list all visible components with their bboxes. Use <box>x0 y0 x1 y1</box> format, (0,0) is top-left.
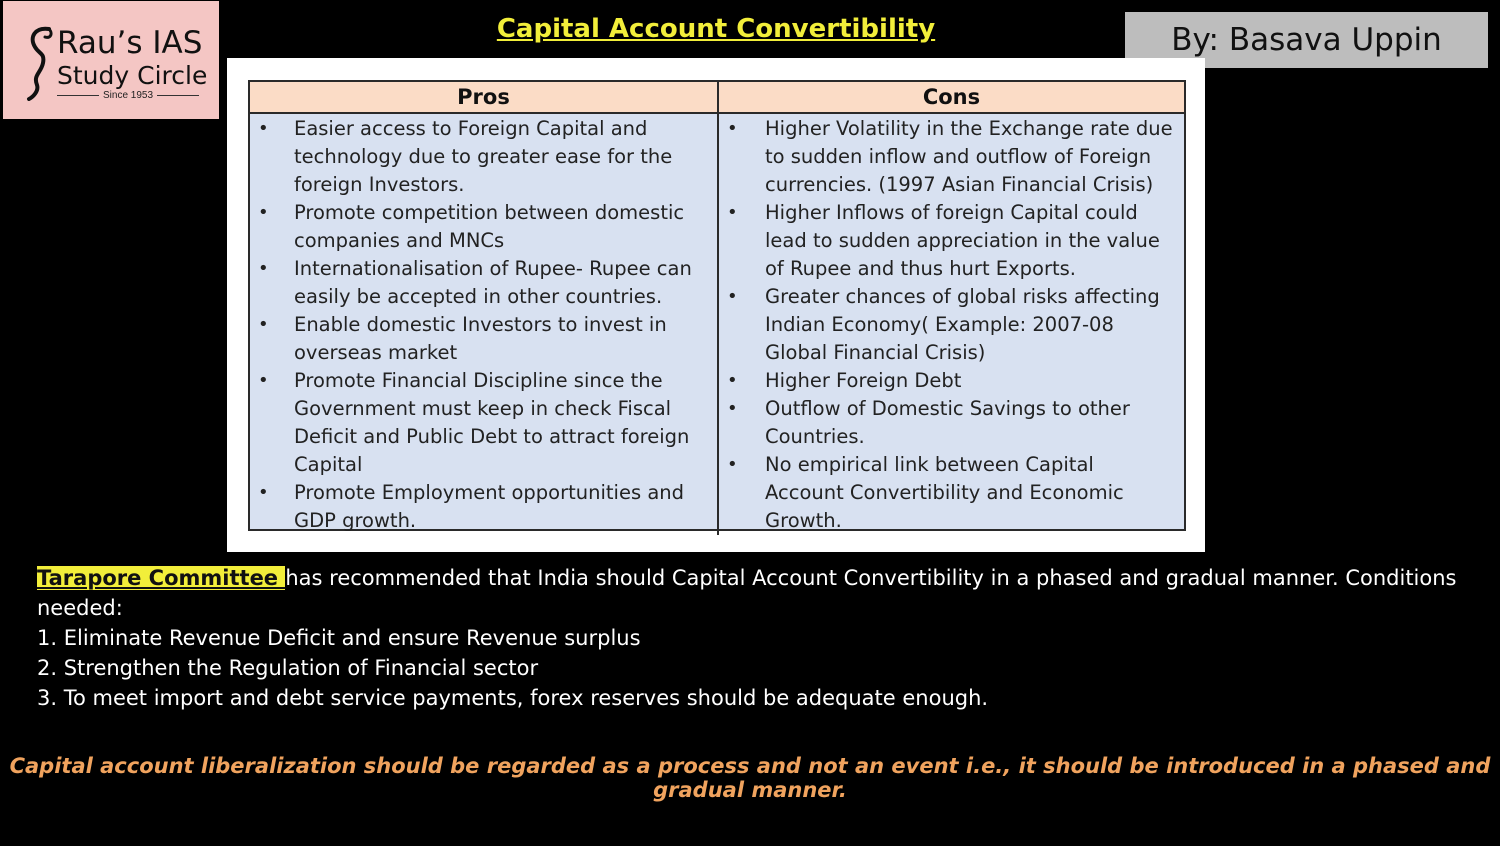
author-label: By: Basava Uppin <box>1125 12 1488 68</box>
cons-item: • Higher Foreign Debt <box>719 367 1184 395</box>
cons-header: Cons <box>922 85 981 109</box>
pros-item: • Enable domestic Investors to invest in overseas market <box>250 311 717 367</box>
logo-name: Rau’s IAS <box>57 25 203 61</box>
pros-cons-table <box>248 80 1186 531</box>
page-title: Capital Account Convertibility <box>496 14 936 44</box>
condition-item: 2. Strengthen the Regulation of Financial sector <box>37 656 539 680</box>
logo-rule-right <box>157 95 199 96</box>
committee-highlight: Tarapore Committee <box>37 566 286 590</box>
table-body <box>250 114 1184 535</box>
condition-item: 1. Eliminate Revenue Deficit and ensure Revenue surplus <box>37 626 641 650</box>
cons-list <box>719 115 1184 535</box>
pros-item: • Internationalisation of Rupee- Rupee can easily be accepted in other countries. <box>250 255 717 311</box>
committee-notes <box>37 563 1457 713</box>
pros-item: • Promote Financial Discipline since the Government must keep in check Fiscal Deficit and Public Debt to attract foreign Capital <box>250 367 717 479</box>
pros-item: • Promote competition between domestic companies and MNCs <box>250 199 717 255</box>
pros-header: Pros <box>250 82 719 112</box>
pros-list <box>250 115 717 535</box>
pros-item: • Easier access to Foreign Capital and technology due to greater ease for the foreign Investors. <box>250 115 717 199</box>
cons-item: • Higher Volatility in the Exchange rate due to sudden inflow and outflow of Foreign currencies. (1997 Asian Financial Crisis) <box>719 115 1184 199</box>
cons-column <box>719 114 1184 535</box>
logo-since-text: Since 1953 <box>102 90 154 101</box>
pros-cons-panel <box>227 58 1205 552</box>
pros-column <box>250 114 719 535</box>
logo-rule-left <box>57 95 99 96</box>
pros-item: • Promote Employment opportunities and GDP growth. <box>250 479 717 535</box>
committee-paragraph <box>37 563 1457 623</box>
committee-intro: has recommended that India should Capital Account Convertibility in a phased and gradual manner. Conditions needed: <box>37 566 1457 620</box>
cons-item: • Greater chances of global risks affecting Indian Economy( Example: 2007-08 Global Financial Crisis) <box>719 283 1184 367</box>
closing-statement: Capital account liberalization should be regarded as a process and not an event i.e., it should be introduced in a phased and gradual manner. <box>9 754 1491 802</box>
cons-item: • Outflow of Domestic Savings to other Countries. <box>719 395 1184 451</box>
logo-since <box>57 90 199 101</box>
logo-subtitle: Study Circle <box>57 61 208 90</box>
table-header-row <box>250 82 1184 114</box>
condition-item: 3. To meet import and debt service payments, forex reserves should be adequate enough. <box>37 686 989 710</box>
cons-item: • Higher Inflows of foreign Capital could lead to sudden appreciation in the value of Rupee and thus hurt Exports. <box>719 199 1184 283</box>
cons-item: • No empirical link between Capital Account Convertibility and Economic Growth. <box>719 451 1184 535</box>
